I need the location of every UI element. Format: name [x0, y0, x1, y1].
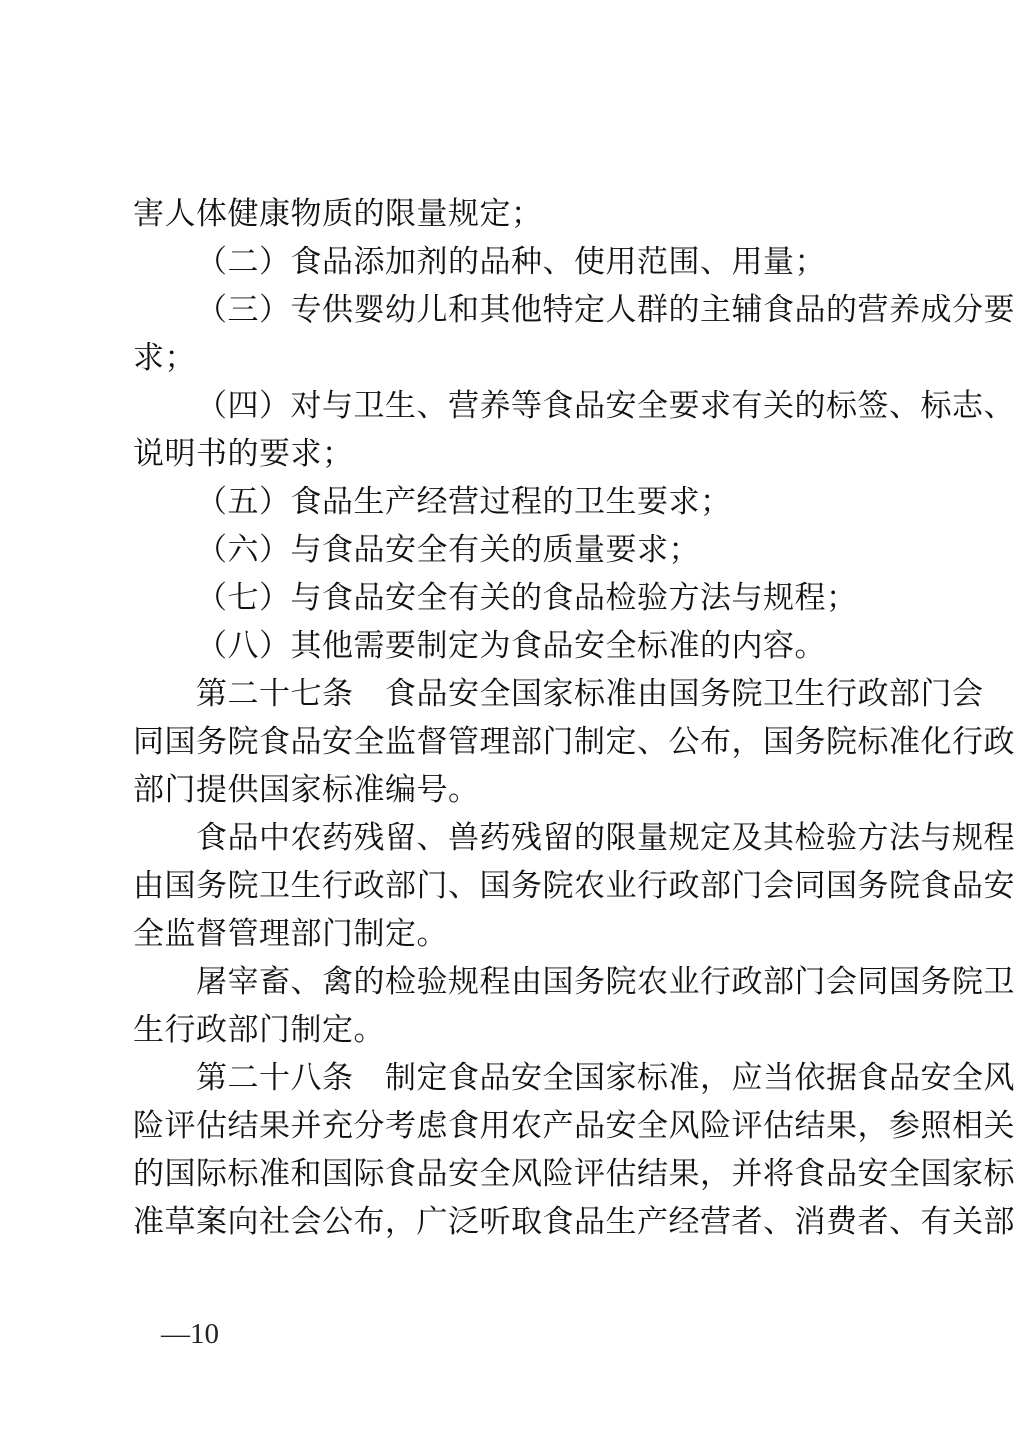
text-line: （五）食品生产经营过程的卫生要求； [196, 484, 732, 519]
text-line: 第二十八条 制定食品安全国家标准，应当依据食品安全风 [196, 1060, 1015, 1095]
text-line: 害人体健康物质的限量规定； [133, 196, 543, 231]
text-line: 说明书的要求； [133, 436, 354, 471]
text-line: 准草案向社会公布，广泛听取食品生产经营者、消费者、有关部 [133, 1204, 1015, 1239]
text-line: 部门提供国家标准编号。 [133, 772, 480, 807]
text-line: （四）对与卫生、营养等食品安全要求有关的标签、标志、 [196, 388, 1015, 423]
text-line: （七）与食品安全有关的食品检验方法与规程； [196, 580, 858, 615]
text-line: （八）其他需要制定为食品安全标准的内容。 [196, 628, 826, 663]
text-line: 由国务院卫生行政部门、国务院农业行政部门会同国务院食品安 [133, 868, 1015, 903]
text-line: 第二十七条 食品安全国家标准由国务院卫生行政部门会 [196, 676, 984, 711]
text-line: （二）食品添加剂的品种、使用范围、用量； [196, 244, 826, 279]
text-line: 食品中农药残留、兽药残留的限量规定及其检验方法与规程 [196, 820, 1015, 855]
text-line: 同国务院食品安全监督管理部门制定、公布，国务院标准化行政 [133, 724, 1015, 759]
document-body [133, 190, 1015, 1246]
text-line: （三）专供婴幼儿和其他特定人群的主辅食品的营养成分要 [196, 292, 1015, 327]
text-line: 险评估结果并充分考虑食用农产品安全风险评估结果，参照相关 [133, 1108, 1015, 1143]
text-line: 的国际标准和国际食品安全风险评估结果，并将食品安全国家标 [133, 1156, 1015, 1191]
text-line: 求； [133, 340, 196, 375]
text-line: 全监督管理部门制定。 [133, 916, 448, 951]
text-line: 屠宰畜、禽的检验规程由国务院农业行政部门会同国务院卫 [196, 964, 1015, 999]
text-line: （六）与食品安全有关的质量要求； [196, 532, 700, 567]
page-number: —10 [161, 1318, 219, 1350]
text-line: 生行政部门制定。 [133, 1012, 385, 1047]
